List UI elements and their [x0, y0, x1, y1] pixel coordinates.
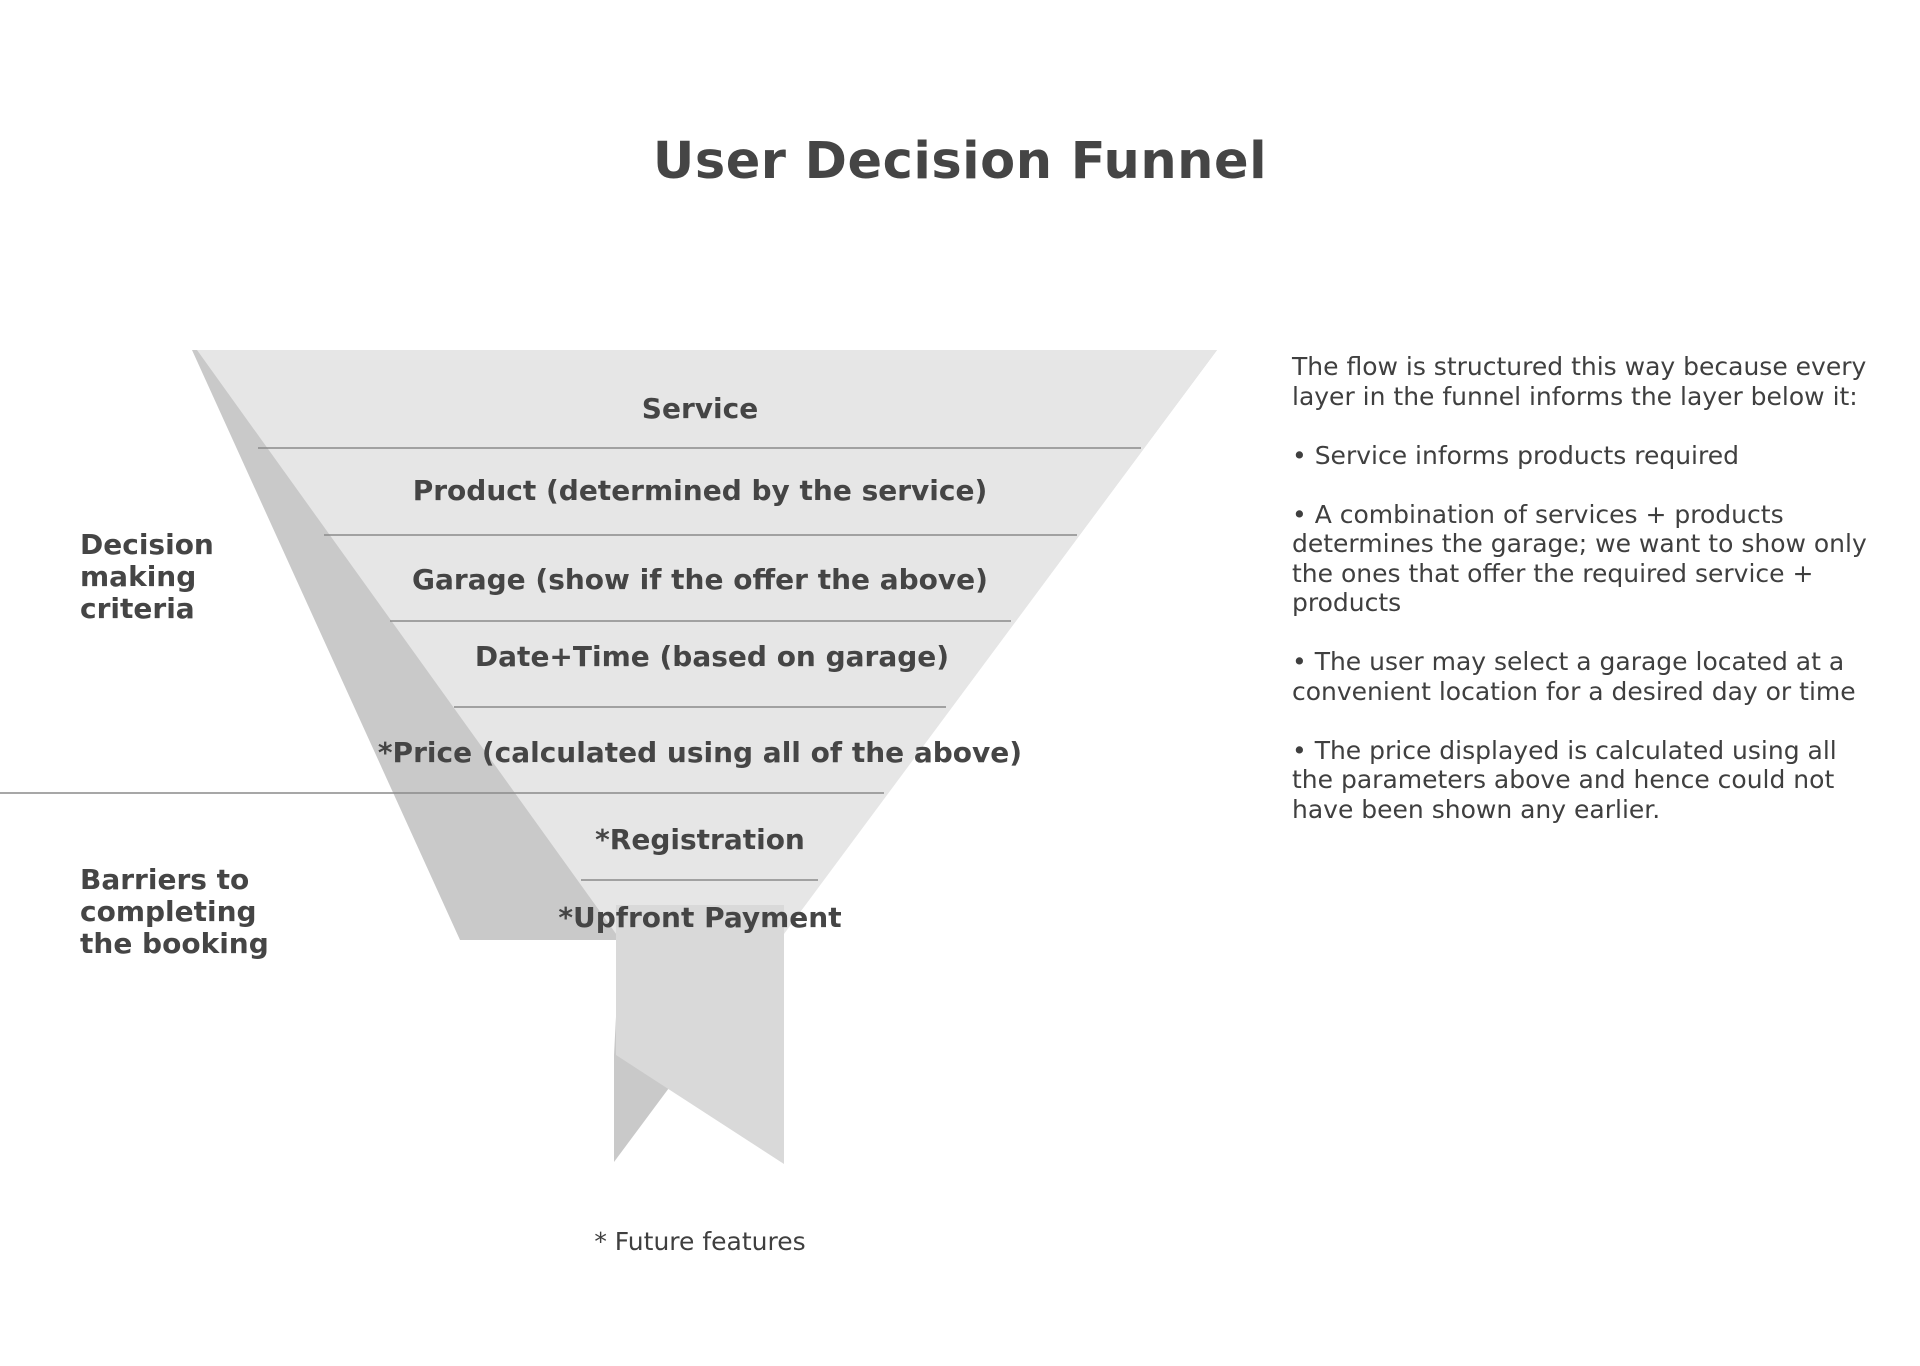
explanation-bullet: • A combination of services + products determines the garage; we want to show only the ones that offer the required service + products [1292, 499, 1867, 617]
explanation-intro: The flow is structured this way because every layer in the funnel informs the layer below it: [1292, 352, 1867, 411]
decision-label-line: criteria [80, 592, 195, 625]
decision-label-line: making [80, 560, 197, 593]
barriers-label [80, 864, 340, 960]
funnel-layer-datetime: Date+Time (based on garage) [474, 640, 950, 673]
funnel-layer-garage: Garage (show if the offer the above) [412, 563, 988, 596]
funnel-layer-product: Product (determined by the service) [412, 474, 988, 507]
funnel-layer-service: Service [641, 392, 759, 425]
barriers-label-line: Barriers to [80, 863, 250, 896]
funnel-layer-registration: *Registration [595, 823, 805, 856]
explanation-bullet: • The user may select a garage located at a convenient location for a desired day or time [1292, 647, 1856, 706]
explanation-bullet: • The price displayed is calculated using all the parameters above and hence could not have been shown any earlier. [1292, 735, 1837, 824]
funnel-layer-price: *Price (calculated using all of the above) [377, 736, 1023, 769]
decision-criteria-label [80, 529, 340, 625]
explanation-bullet: • Service informs products required [1292, 440, 1739, 470]
funnel-layer-payment: *Upfront Payment [558, 901, 842, 934]
decision-label-line: Decision [80, 528, 214, 561]
footnote: * Future features [594, 1227, 806, 1256]
page-title: User Decision Funnel [652, 132, 1268, 191]
explanation-text [1292, 352, 1882, 854]
barriers-label-line: the booking [80, 927, 269, 960]
barriers-label-line: completing [80, 895, 257, 928]
